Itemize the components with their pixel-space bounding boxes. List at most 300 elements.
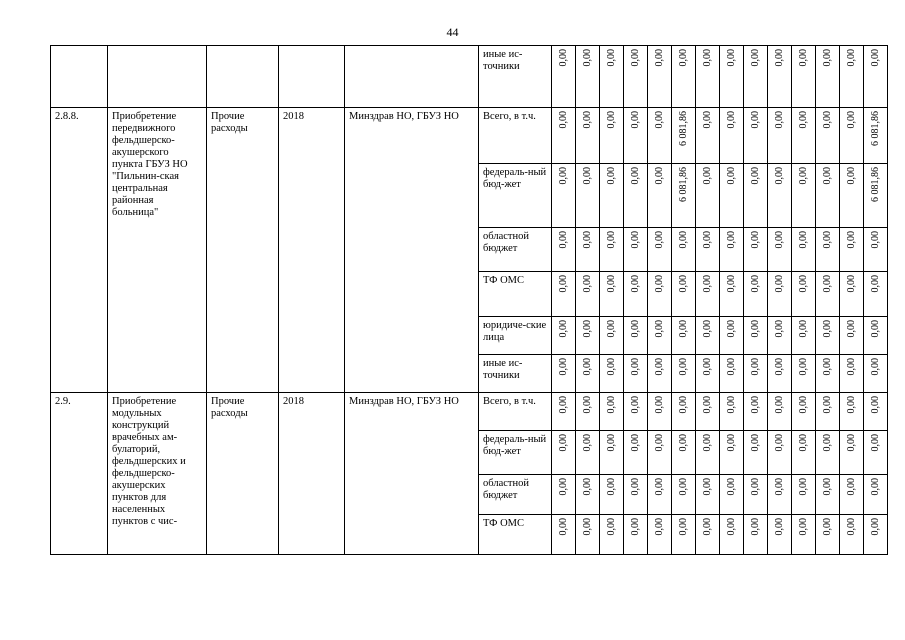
value-cell bbox=[576, 228, 600, 272]
value-cell bbox=[696, 515, 720, 555]
value-cell bbox=[816, 46, 840, 108]
value-text: 0,00 bbox=[750, 231, 761, 249]
value-text: 0,00 bbox=[726, 434, 737, 452]
value-cell bbox=[624, 515, 648, 555]
value-text: 0,00 bbox=[822, 111, 833, 129]
value-cell bbox=[864, 228, 888, 272]
value-cell bbox=[552, 393, 576, 431]
value-text: 0,00 bbox=[870, 320, 881, 338]
value-cell bbox=[552, 108, 576, 164]
value-cell bbox=[552, 164, 576, 228]
value-cell bbox=[720, 46, 744, 108]
value-text: 0,00 bbox=[750, 358, 761, 376]
value-cell bbox=[840, 515, 864, 555]
value-cell bbox=[792, 164, 816, 228]
value-cell bbox=[792, 272, 816, 317]
value-text: 0,00 bbox=[726, 518, 737, 536]
value-text: 6 081,86 bbox=[678, 111, 689, 146]
value-cell bbox=[864, 108, 888, 164]
value-text: 0,00 bbox=[774, 518, 785, 536]
value-text: 0,00 bbox=[702, 478, 713, 496]
value-cell bbox=[672, 272, 696, 317]
value-text: 0,00 bbox=[798, 434, 809, 452]
value-cell bbox=[648, 393, 672, 431]
value-text: 0,00 bbox=[582, 396, 593, 414]
value-text: 0,00 bbox=[654, 518, 665, 536]
value-text: 0,00 bbox=[558, 167, 569, 185]
value-cell bbox=[792, 108, 816, 164]
value-text: 0,00 bbox=[774, 396, 785, 414]
value-text: 0,00 bbox=[558, 434, 569, 452]
value-cell bbox=[816, 108, 840, 164]
value-text: 0,00 bbox=[822, 396, 833, 414]
value-cell bbox=[864, 431, 888, 475]
value-cell bbox=[768, 228, 792, 272]
value-text: 0,00 bbox=[774, 320, 785, 338]
value-cell bbox=[576, 317, 600, 355]
value-cell bbox=[864, 164, 888, 228]
item-number: 2.9. bbox=[51, 393, 108, 555]
value-text: 0,00 bbox=[678, 231, 689, 249]
value-text: 0,00 bbox=[726, 320, 737, 338]
value-text: 0,00 bbox=[654, 167, 665, 185]
value-cell bbox=[600, 228, 624, 272]
funding-source-label: областной бюджет bbox=[483, 231, 529, 254]
value-cell bbox=[768, 431, 792, 475]
value-text: 0,00 bbox=[822, 320, 833, 338]
value-text: 0,00 bbox=[870, 434, 881, 452]
funding-source bbox=[479, 393, 552, 431]
value-cell bbox=[792, 317, 816, 355]
value-text: 0,00 bbox=[630, 518, 641, 536]
funding-source bbox=[479, 317, 552, 355]
value-cell bbox=[624, 108, 648, 164]
value-text: 0,00 bbox=[774, 358, 785, 376]
value-cell bbox=[720, 393, 744, 431]
value-cell bbox=[576, 475, 600, 515]
funding-source-label: федераль-ный бюд-жет bbox=[483, 434, 547, 457]
value-text: 0,00 bbox=[654, 320, 665, 338]
value-cell bbox=[792, 475, 816, 515]
funding-source bbox=[479, 46, 552, 108]
value-cell bbox=[552, 515, 576, 555]
item-executor bbox=[345, 46, 479, 108]
value-text: 0,00 bbox=[582, 358, 593, 376]
funding-source bbox=[479, 228, 552, 272]
value-text: 0,00 bbox=[582, 275, 593, 293]
value-text: 0,00 bbox=[702, 231, 713, 249]
value-cell bbox=[816, 515, 840, 555]
funding-source bbox=[479, 355, 552, 393]
value-cell bbox=[624, 228, 648, 272]
value-text: 0,00 bbox=[702, 275, 713, 293]
value-cell bbox=[696, 393, 720, 431]
value-cell bbox=[840, 393, 864, 431]
value-text: 0,00 bbox=[630, 478, 641, 496]
value-cell bbox=[720, 164, 744, 228]
value-cell bbox=[864, 317, 888, 355]
value-text: 0,00 bbox=[606, 167, 617, 185]
item-executor: Минздрав НО, ГБУЗ НО bbox=[345, 108, 479, 393]
value-text: 6 081,86 bbox=[870, 167, 881, 202]
value-text: 0,00 bbox=[750, 320, 761, 338]
value-cell bbox=[696, 164, 720, 228]
value-text: 0,00 bbox=[750, 111, 761, 129]
funding-source bbox=[479, 164, 552, 228]
value-text: 0,00 bbox=[798, 358, 809, 376]
value-text: 0,00 bbox=[774, 478, 785, 496]
value-text: 0,00 bbox=[606, 320, 617, 338]
value-cell bbox=[600, 355, 624, 393]
value-cell bbox=[864, 46, 888, 108]
funding-source-label: Всего, в т.ч. bbox=[483, 396, 536, 407]
funding-source-label: ТФ ОМС bbox=[483, 275, 525, 286]
value-cell bbox=[720, 228, 744, 272]
value-text: 0,00 bbox=[726, 111, 737, 129]
value-text: 0,00 bbox=[582, 49, 593, 67]
value-cell bbox=[840, 228, 864, 272]
value-cell bbox=[816, 431, 840, 475]
value-text: 0,00 bbox=[702, 167, 713, 185]
value-text: 0,00 bbox=[750, 49, 761, 67]
value-text: 0,00 bbox=[870, 478, 881, 496]
value-cell bbox=[624, 317, 648, 355]
table-row bbox=[51, 393, 888, 431]
item-executor: Минздрав НО, ГБУЗ НО bbox=[345, 393, 479, 555]
value-cell bbox=[552, 317, 576, 355]
value-cell bbox=[792, 393, 816, 431]
value-cell bbox=[720, 355, 744, 393]
value-text: 0,00 bbox=[582, 320, 593, 338]
value-text: 0,00 bbox=[630, 49, 641, 67]
value-cell bbox=[576, 393, 600, 431]
value-text: 0,00 bbox=[558, 111, 569, 129]
value-cell bbox=[744, 515, 768, 555]
value-text: 0,00 bbox=[582, 167, 593, 185]
value-cell bbox=[648, 317, 672, 355]
value-cell bbox=[576, 108, 600, 164]
value-cell bbox=[816, 164, 840, 228]
value-cell bbox=[840, 317, 864, 355]
value-text: 0,00 bbox=[630, 275, 641, 293]
value-text: 0,00 bbox=[630, 111, 641, 129]
value-cell bbox=[768, 515, 792, 555]
funding-source bbox=[479, 475, 552, 515]
value-cell bbox=[552, 431, 576, 475]
value-text: 0,00 bbox=[678, 275, 689, 293]
value-cell bbox=[744, 108, 768, 164]
value-text: 0,00 bbox=[726, 167, 737, 185]
value-text: 0,00 bbox=[822, 478, 833, 496]
value-cell bbox=[672, 475, 696, 515]
value-text: 0,00 bbox=[558, 49, 569, 67]
value-text: 0,00 bbox=[582, 231, 593, 249]
value-cell bbox=[792, 431, 816, 475]
value-text: 0,00 bbox=[798, 111, 809, 129]
page-number: 44 bbox=[446, 25, 459, 39]
value-cell bbox=[744, 475, 768, 515]
value-text: 0,00 bbox=[846, 111, 857, 129]
value-cell bbox=[552, 355, 576, 393]
value-cell bbox=[768, 475, 792, 515]
value-text: 0,00 bbox=[846, 275, 857, 293]
value-text: 0,00 bbox=[846, 434, 857, 452]
value-text: 0,00 bbox=[846, 478, 857, 496]
value-text: 0,00 bbox=[774, 111, 785, 129]
value-cell bbox=[768, 393, 792, 431]
funding-source bbox=[479, 515, 552, 555]
value-cell bbox=[648, 475, 672, 515]
funding-source-label: ТФ ОМС bbox=[483, 518, 525, 529]
value-cell bbox=[696, 228, 720, 272]
value-cell bbox=[672, 164, 696, 228]
value-cell bbox=[696, 272, 720, 317]
value-cell bbox=[696, 355, 720, 393]
value-cell bbox=[648, 515, 672, 555]
value-cell bbox=[768, 164, 792, 228]
value-cell bbox=[720, 475, 744, 515]
funding-source-label: федераль-ный бюд-жет bbox=[483, 167, 547, 190]
value-cell bbox=[744, 393, 768, 431]
value-cell bbox=[744, 164, 768, 228]
value-cell bbox=[648, 228, 672, 272]
value-cell bbox=[648, 272, 672, 317]
value-text: 0,00 bbox=[750, 396, 761, 414]
value-text: 0,00 bbox=[630, 231, 641, 249]
value-cell bbox=[696, 46, 720, 108]
funding-source-label: иные ис-точники bbox=[483, 358, 523, 381]
value-cell bbox=[840, 475, 864, 515]
value-cell bbox=[600, 164, 624, 228]
value-cell bbox=[864, 475, 888, 515]
value-text: 6 081,86 bbox=[678, 167, 689, 202]
value-text: 0,00 bbox=[774, 49, 785, 67]
value-cell bbox=[576, 431, 600, 475]
value-cell bbox=[816, 393, 840, 431]
value-text: 0,00 bbox=[606, 358, 617, 376]
value-cell bbox=[744, 46, 768, 108]
value-cell bbox=[840, 355, 864, 393]
value-cell bbox=[672, 228, 696, 272]
value-cell bbox=[816, 475, 840, 515]
value-text: 0,00 bbox=[846, 396, 857, 414]
value-cell bbox=[720, 431, 744, 475]
value-cell bbox=[624, 272, 648, 317]
value-cell bbox=[696, 431, 720, 475]
value-cell bbox=[840, 164, 864, 228]
value-text: 0,00 bbox=[798, 478, 809, 496]
value-text: 0,00 bbox=[558, 275, 569, 293]
value-cell bbox=[720, 108, 744, 164]
value-cell bbox=[816, 355, 840, 393]
value-cell bbox=[720, 515, 744, 555]
value-text: 0,00 bbox=[558, 320, 569, 338]
value-text: 0,00 bbox=[582, 111, 593, 129]
funding-source-label: Всего, в т.ч. bbox=[483, 111, 536, 122]
value-cell bbox=[672, 393, 696, 431]
value-text: 0,00 bbox=[678, 358, 689, 376]
value-cell bbox=[648, 46, 672, 108]
value-cell bbox=[648, 355, 672, 393]
value-text: 0,00 bbox=[870, 275, 881, 293]
value-cell bbox=[600, 393, 624, 431]
value-cell bbox=[744, 355, 768, 393]
value-cell bbox=[672, 317, 696, 355]
value-text: 0,00 bbox=[606, 518, 617, 536]
value-text: 0,00 bbox=[774, 231, 785, 249]
value-text: 0,00 bbox=[750, 434, 761, 452]
value-cell bbox=[552, 475, 576, 515]
value-cell bbox=[816, 272, 840, 317]
value-cell bbox=[720, 317, 744, 355]
value-cell bbox=[552, 46, 576, 108]
value-text: 0,00 bbox=[870, 358, 881, 376]
value-cell bbox=[792, 355, 816, 393]
value-cell bbox=[600, 475, 624, 515]
value-cell bbox=[696, 317, 720, 355]
item-number: 2.8.8. bbox=[51, 108, 108, 393]
item-year bbox=[279, 46, 345, 108]
value-cell bbox=[600, 431, 624, 475]
value-text: 0,00 bbox=[654, 434, 665, 452]
value-cell bbox=[672, 515, 696, 555]
item-name bbox=[108, 46, 207, 108]
value-cell bbox=[696, 108, 720, 164]
value-cell bbox=[600, 272, 624, 317]
value-cell bbox=[624, 393, 648, 431]
value-cell bbox=[648, 164, 672, 228]
value-cell bbox=[600, 317, 624, 355]
value-text: 0,00 bbox=[702, 434, 713, 452]
value-text: 0,00 bbox=[654, 231, 665, 249]
value-text: 0,00 bbox=[678, 396, 689, 414]
value-text: 0,00 bbox=[606, 231, 617, 249]
value-text: 0,00 bbox=[846, 167, 857, 185]
value-text: 0,00 bbox=[846, 231, 857, 249]
item-year: 2018 bbox=[279, 108, 345, 393]
value-cell bbox=[696, 475, 720, 515]
value-text: 0,00 bbox=[822, 167, 833, 185]
item-number bbox=[51, 46, 108, 108]
value-text: 0,00 bbox=[822, 231, 833, 249]
value-cell bbox=[648, 108, 672, 164]
value-text: 0,00 bbox=[630, 396, 641, 414]
value-text: 0,00 bbox=[726, 275, 737, 293]
value-cell bbox=[768, 46, 792, 108]
value-cell bbox=[840, 46, 864, 108]
value-text: 0,00 bbox=[678, 320, 689, 338]
value-text: 0,00 bbox=[678, 478, 689, 496]
value-text: 0,00 bbox=[750, 518, 761, 536]
value-text: 0,00 bbox=[870, 231, 881, 249]
value-cell bbox=[672, 431, 696, 475]
value-cell bbox=[744, 431, 768, 475]
item-year: 2018 bbox=[279, 393, 345, 555]
value-text: 0,00 bbox=[726, 478, 737, 496]
value-cell bbox=[864, 393, 888, 431]
value-cell bbox=[792, 515, 816, 555]
value-text: 0,00 bbox=[630, 358, 641, 376]
value-text: 0,00 bbox=[750, 167, 761, 185]
value-cell bbox=[624, 431, 648, 475]
value-cell bbox=[600, 108, 624, 164]
value-text: 0,00 bbox=[678, 49, 689, 67]
value-cell bbox=[624, 355, 648, 393]
value-cell bbox=[648, 431, 672, 475]
value-text: 0,00 bbox=[606, 478, 617, 496]
value-text: 0,00 bbox=[726, 231, 737, 249]
value-text: 0,00 bbox=[702, 49, 713, 67]
item-name: Приобретение передвижного фельдшерско-акушерского пункта ГБУЗ НО "Пильнин-ская центральная районная больница" bbox=[108, 108, 207, 393]
value-text: 0,00 bbox=[822, 434, 833, 452]
funding-source-label: областной бюджет bbox=[483, 478, 529, 501]
value-cell bbox=[600, 46, 624, 108]
funding-source bbox=[479, 272, 552, 317]
value-text: 0,00 bbox=[654, 275, 665, 293]
value-text: 0,00 bbox=[870, 518, 881, 536]
value-cell bbox=[576, 164, 600, 228]
value-cell bbox=[864, 355, 888, 393]
value-text: 6 081,86 bbox=[870, 111, 881, 146]
value-cell bbox=[552, 228, 576, 272]
value-text: 0,00 bbox=[798, 231, 809, 249]
value-text: 0,00 bbox=[558, 231, 569, 249]
value-text: 0,00 bbox=[558, 358, 569, 376]
value-text: 0,00 bbox=[774, 275, 785, 293]
value-text: 0,00 bbox=[822, 358, 833, 376]
value-cell bbox=[816, 228, 840, 272]
value-text: 0,00 bbox=[726, 49, 737, 67]
value-text: 0,00 bbox=[846, 320, 857, 338]
value-text: 0,00 bbox=[558, 478, 569, 496]
value-text: 0,00 bbox=[582, 434, 593, 452]
value-text: 0,00 bbox=[702, 358, 713, 376]
value-cell bbox=[744, 228, 768, 272]
value-text: 0,00 bbox=[582, 478, 593, 496]
value-text: 0,00 bbox=[750, 275, 761, 293]
value-text: 0,00 bbox=[726, 358, 737, 376]
value-cell bbox=[840, 108, 864, 164]
value-cell bbox=[840, 272, 864, 317]
funding-source-label: юридиче-ские лица bbox=[483, 320, 547, 343]
table-row bbox=[51, 46, 888, 108]
value-text: 0,00 bbox=[630, 320, 641, 338]
value-cell bbox=[768, 317, 792, 355]
value-cell bbox=[624, 164, 648, 228]
value-cell bbox=[576, 46, 600, 108]
value-text: 0,00 bbox=[606, 434, 617, 452]
value-cell bbox=[672, 46, 696, 108]
value-text: 0,00 bbox=[630, 434, 641, 452]
value-text: 0,00 bbox=[822, 518, 833, 536]
value-cell bbox=[672, 108, 696, 164]
value-text: 0,00 bbox=[870, 49, 881, 67]
value-text: 0,00 bbox=[654, 358, 665, 376]
value-text: 0,00 bbox=[654, 478, 665, 496]
value-text: 0,00 bbox=[702, 518, 713, 536]
value-text: 0,00 bbox=[774, 434, 785, 452]
value-text: 0,00 bbox=[606, 396, 617, 414]
value-text: 0,00 bbox=[678, 434, 689, 452]
value-text: 0,00 bbox=[606, 49, 617, 67]
value-text: 0,00 bbox=[822, 49, 833, 67]
value-text: 0,00 bbox=[654, 396, 665, 414]
value-cell bbox=[816, 317, 840, 355]
expense-category bbox=[207, 46, 279, 108]
funding-source bbox=[479, 431, 552, 475]
value-cell bbox=[552, 272, 576, 317]
value-cell bbox=[624, 46, 648, 108]
